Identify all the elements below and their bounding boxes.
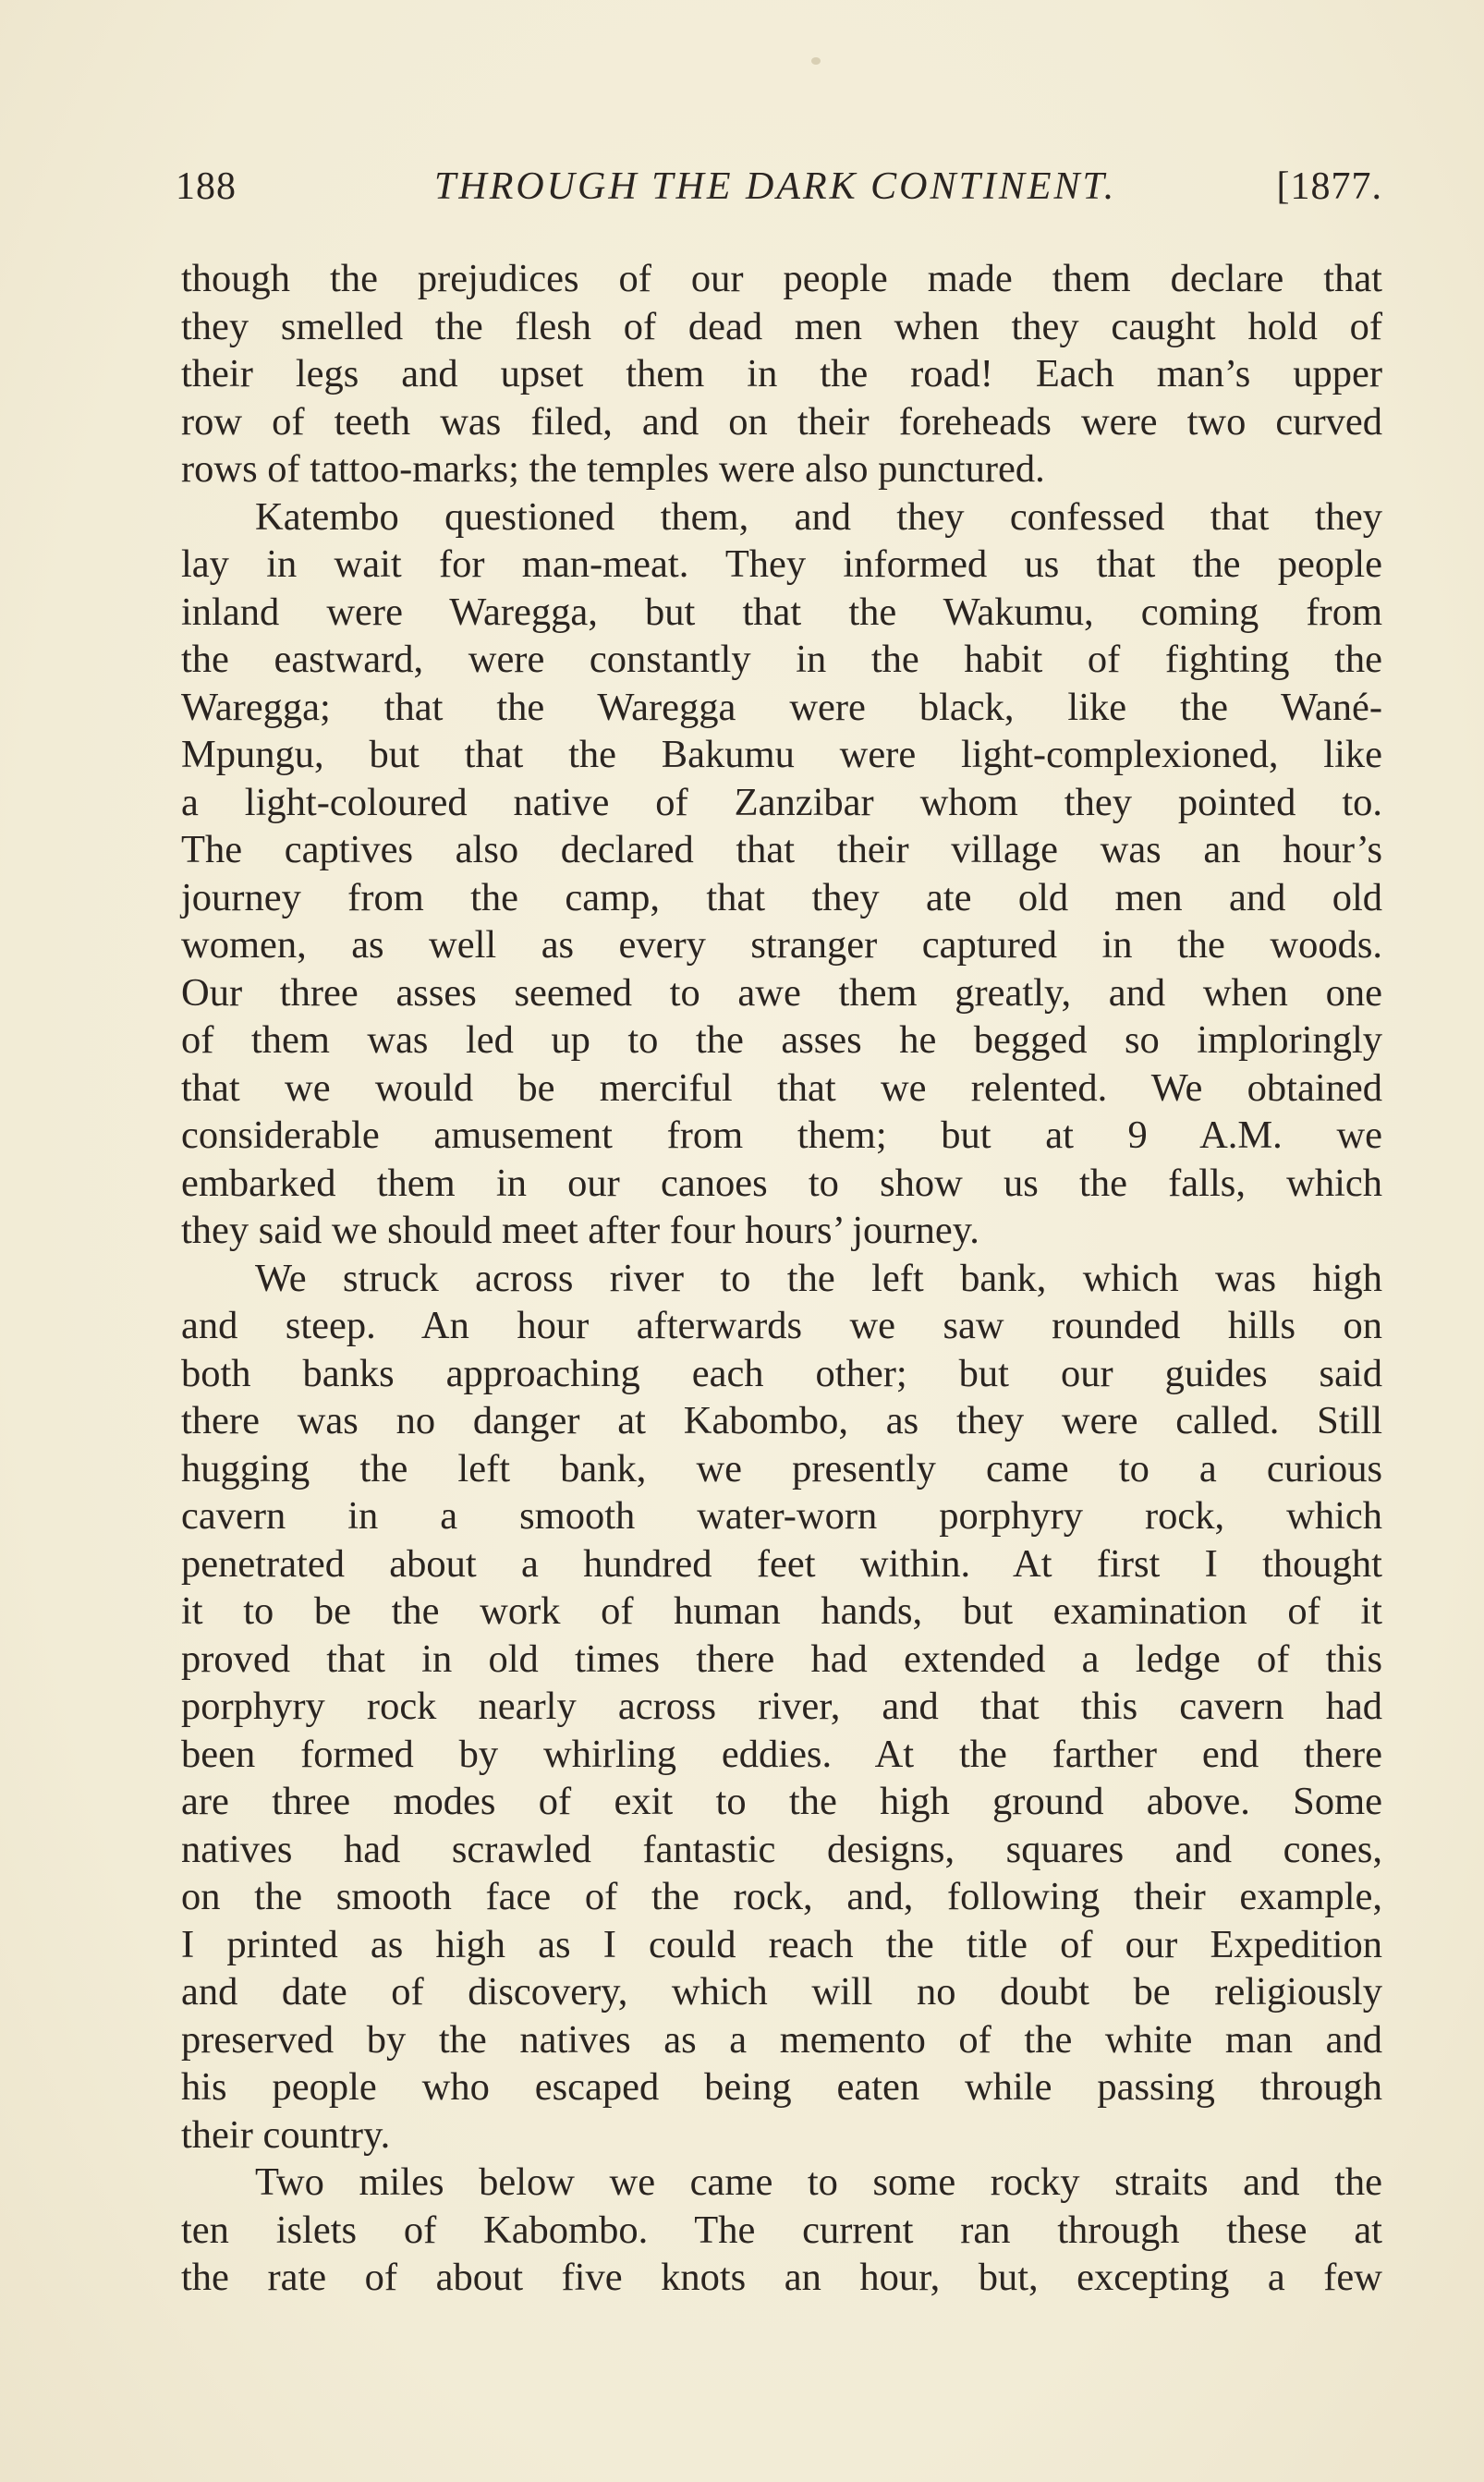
page-number: 188 [176,165,237,208]
paragraph-start-line: We struck across river to the left bank, which was high [255,1256,1382,1300]
text-line: journey from the camp, that they ate old men and old [181,875,1382,919]
running-header [176,164,1395,220]
text-line: porphyry rock nearly across river, and that this cavern had [181,1685,1382,1728]
text-line: are three modes of exit to the high ground above. Some [181,1780,1382,1823]
text-line: been formed by whirling eddies. At the farther end there [181,1732,1382,1776]
text-line: they smelled the flesh of dead men when they caught hold of [181,304,1382,348]
text-line: of them was led up to the asses he begged so imploringly [181,1018,1382,1062]
text-line: The captives also declared that their village was an hour’s [181,828,1382,871]
text-line: though the prejudices of our people made them declare that [181,257,1382,300]
text-line: inland were Waregga, but that the Wakumu, coming from [181,590,1382,634]
text-line: and date of discovery, which will no doubt be religiously [181,1970,1382,2014]
text-line: that we would be merciful that we relented. We obtained [181,1065,1382,1110]
text-line: both banks approaching each other; but our guides said [181,1351,1382,1395]
text-line: row of teeth was filed, and on their foreheads were two curved [181,399,1382,444]
paragraph-start-line: Two miles below we came to some rocky straits and the [255,2160,1382,2204]
text-line: the rate of about five knots an hour, but, excepting a few [181,2256,1382,2299]
paper-speck [811,57,821,65]
running-title: THROUGH THE DARK CONTINENT. [434,165,1117,208]
text-line: hugging the left bank, we presently came to a curious [181,1446,1382,1490]
text-line: rows of tattoo-marks; the temples were also punctured. [181,447,1045,491]
text-line: on the smooth face of the rock, and, following their example, [181,1875,1382,1918]
text-line: preserved by the natives as a memento of the white man and [181,2017,1382,2062]
text-line: there was no danger at Kabombo, as they were called. Still [181,1399,1382,1442]
text-line: embarked them in our canoes to show us the falls, which [181,1161,1382,1205]
text-line: proved that in old times there had extended a ledge of this [181,1636,1382,1681]
text-line: women, as well as every stranger captured in the woods. [181,923,1382,967]
text-line: the eastward, were constantly in the habit of fighting the [181,638,1382,681]
text-line: Our three asses seemed to awe them greatly, and when one [181,970,1382,1015]
text-line: their country. [181,2112,391,2157]
text-line: lay in wait for man-meat. They informed us that the people [181,542,1382,586]
paragraph-start-line: Katembo questioned them, and they confessed that they [255,494,1382,539]
text-line: a light-coloured native of Zanzibar whom they pointed to. [181,780,1382,824]
text-line: considerable amusement from them; but at 9 A.M. we [181,1113,1382,1157]
text-line: their legs and upset them in the road! Each man’s upper [181,352,1382,395]
text-line: Mpungu, but that the Bakumu were light-complexioned, like [181,733,1382,776]
text-line: I printed as high as I could reach the title of our Expedition [181,1922,1382,1966]
text-line: his people who escaped being eaten while passing through [181,2065,1382,2109]
text-line: penetrated about a hundred feet within. At first I thought [181,1541,1382,1586]
page-body [181,255,1382,2302]
text-line: cavern in a smooth water-worn porphyry rock, which [181,1494,1382,1538]
text-line: it to be the work of human hands, but examination of it [181,1589,1382,1633]
text-line: natives had scrawled fantastic designs, squares and cones, [181,1827,1382,1871]
text-line: ten islets of Kabombo. The current ran through these at [181,2208,1382,2252]
header-year: [1877. [1276,165,1382,208]
text-line: and steep. An hour afterwards we saw rounded hills on [181,1304,1382,1347]
text-line: they said we should meet after four hours’ journey. [181,1209,979,1252]
text-line: Waregga; that the Waregga were black, like the Wané- [181,685,1382,729]
